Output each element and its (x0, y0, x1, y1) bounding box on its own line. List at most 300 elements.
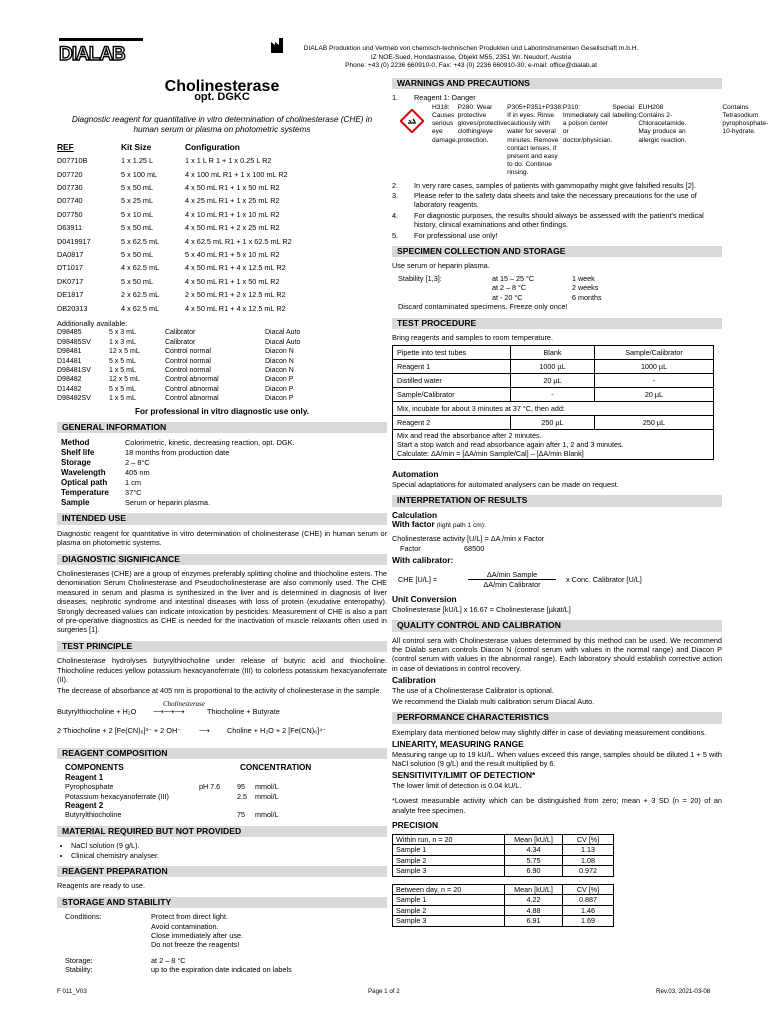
table-header: Within run, n = 20 (393, 834, 505, 845)
kit-row (57, 194, 387, 207)
table-cell: 1 x 1 L R 1 + 1 x 0.25 L R2 (185, 156, 272, 166)
eq-term: 2 Thiocholine + 2 [Fe(CN)₆]³⁻ + 2 OH⁻ (57, 725, 182, 735)
col-header: COMPONENTS (65, 763, 124, 773)
table-cell: 1 x 1.25 L (121, 156, 154, 166)
table-cell: 12 x 5 mL (109, 376, 140, 384)
table-cell: DB20313 (57, 303, 88, 313)
fraction (468, 570, 556, 590)
material-list (57, 841, 387, 860)
table-cell: Diacal Auto (265, 329, 301, 337)
precision-between-table (392, 884, 614, 927)
kit-row (57, 288, 387, 301)
table-cell: 2 – 8°C (125, 457, 150, 467)
table-cell: DT1017 (57, 263, 83, 273)
component-row (65, 792, 279, 801)
table-cell: 4 x 62.5 mL (121, 303, 160, 313)
table-cell: Wavelength (61, 467, 106, 477)
table-cell: Storage (61, 457, 91, 467)
table-cell: Diacon N (265, 366, 294, 374)
warning-item: Please refer to the safety data sheets and take the necessary precautions for the use of laboratory reagents. (414, 191, 697, 210)
table-cell: at 2 – 8 °C (492, 283, 527, 293)
table-cell: Reagent 1 (393, 360, 511, 374)
value: up to the expiration date indicated on labels (151, 965, 292, 975)
general-row (61, 457, 295, 467)
table-cell: 1.69 (563, 916, 614, 927)
section-heading: STORAGE AND STABILITY (57, 897, 387, 908)
precision-within-table (392, 834, 614, 877)
table-cell: Calibrator (165, 338, 196, 346)
automation-heading: Automation (392, 469, 439, 480)
table-cell: Sample/Calibrator (393, 388, 511, 402)
additional-row (57, 347, 357, 356)
enzyme-label: Cholinesterase (163, 699, 205, 708)
table-cell: Control abnormal (165, 395, 219, 403)
table-cell: 5 x 5 mL (109, 357, 136, 365)
general-row (61, 467, 295, 477)
table-cell: Control normal (165, 357, 211, 365)
product-subtitle: opt. DGKC (194, 91, 250, 104)
table-cell: 1 week (572, 273, 595, 283)
kit-row (57, 261, 387, 274)
section-heading: INTERPRETATION OF RESULTS (392, 495, 722, 506)
specimen-text: Use serum or heparin plasma. (392, 261, 490, 271)
product-title: Cholinesterase (164, 78, 280, 95)
table-note: Mix, incubate for about 3 minutes at 37 °C, then add: (393, 402, 714, 416)
kit-row (57, 248, 387, 261)
footer-left: F 011_V03 (57, 988, 87, 995)
table-cell: 5 x 5 mL (109, 385, 136, 393)
additional-row (57, 385, 357, 394)
table-cell: 18 months from production date (125, 447, 230, 457)
calibration-text: The use of a Cholinesterase Calibrator is optional. (392, 685, 554, 695)
factor-row (392, 544, 722, 553)
table-header: Mean [kU/L] (505, 884, 563, 895)
table-cell: Calibrator (165, 329, 196, 337)
product-description: Diagnostic reagent for quantitative in vitro determination of cholinesterase (CHE) in human serum or plasma on photometric systems (71, 114, 373, 134)
arrow-icon: ⟶ (199, 725, 210, 735)
table-cell: 0.887 (563, 895, 614, 906)
table-cell: D98481SV (57, 366, 91, 374)
table-cell: Optical path (61, 477, 108, 487)
kit-row (57, 181, 387, 194)
table-cell: Sample 2 (393, 905, 505, 916)
table-cell: 5 x 25 mL (121, 196, 154, 206)
company-line: Phone: +43 (0) 2236 660910-0, Fax: +43 (0) 2236 660910-30, e-mail: office@dialab.at (345, 62, 597, 70)
section-heading: REAGENT COMPOSITION (57, 748, 387, 759)
general-info-table (61, 437, 295, 507)
hazard-line: P310: Immediately call a poison center or doctor/physician. (562, 103, 613, 144)
table-cell: 1.08 (563, 855, 614, 866)
dialab-logo (57, 34, 145, 64)
additional-row (57, 357, 357, 366)
specimen-stability (398, 274, 722, 302)
procedure-row (393, 360, 714, 374)
performance-text: Exemplary data mentioned below may slightly differ in case of deviating measurement conditions. (392, 727, 707, 737)
table-cell: Diacon P (265, 385, 294, 393)
principle-text: Cholinesterase hydrolyses butyrylthiocholine under release of butyric acid and thiocholine. Thiocholine reduces yellow potassium hexacyanoferrate (III) to colorless potassium hexacyanoferrate (II). (57, 656, 387, 685)
table-cell: 4 x 50 mL R1 + 2 x 25 mL R2 (185, 223, 280, 233)
table-cell: Method (61, 437, 90, 447)
specimen-row (492, 293, 602, 302)
table-cell: mmol/L (255, 782, 279, 792)
procedure-row (393, 374, 714, 388)
table-cell: D07720 (57, 169, 83, 179)
table-cell: 250 µL (595, 416, 714, 430)
table-cell: 95 (237, 782, 245, 792)
table-cell: Sample 1 (393, 895, 505, 906)
additional-row (57, 375, 357, 384)
table-cell: 6.91 (505, 916, 563, 927)
table-cell: 1000 µL (595, 360, 714, 374)
table-cell: 2.5 (237, 791, 247, 801)
table-cell: D98482 (57, 376, 82, 384)
table-cell: mmol/L (255, 791, 279, 801)
table-cell: D14482 (57, 385, 82, 393)
table-cell: Distilled water (393, 374, 511, 388)
unit-heading: Unit Conversion (392, 594, 457, 605)
table-cell: 4 x 50 mL R1 + 1 x 50 mL R2 (185, 276, 280, 286)
table-cell: 5 x 10 mL (121, 209, 154, 219)
table-cell: 1 x 5 mL (109, 366, 136, 374)
table-cell: 1 x 3 mL (109, 338, 136, 346)
table-cell: 6.90 (505, 866, 563, 877)
table-cell: Potassium hexacyanoferrate (III) (65, 791, 169, 801)
specimen-note: Discard contaminated specimens. Freeze only once! (398, 302, 568, 312)
arrow-icon: ⟶⟶⟶ (153, 706, 185, 716)
eq-term: Thiocholine + Butyrate (207, 706, 280, 716)
table-header: Mean [kU/L] (505, 834, 563, 845)
table-cell: pH 7.6 (199, 782, 221, 792)
calibration-text: We recommend the Dialab multi calibration serum Diacal Auto. (392, 697, 595, 707)
table-cell: D14481 (57, 357, 82, 365)
table-cell: mmol/L (255, 810, 279, 820)
quality-text: All control sera with Cholinesterase values determined by this method can be used. We recommend the Dialab serum controls Diacon N (control serum with values in the normal range) and Diacon P (control serum with values in the abnormal range). Each laboratory should establish corrective action in case of deviations in control recovery. (392, 635, 722, 673)
warning-item: For professional use only! (414, 230, 498, 240)
additional-row (57, 328, 357, 337)
value: at 2 – 8 °C (151, 955, 186, 965)
table-cell: 4 x 50 mL R1 + 1 x 50 mL R2 (185, 182, 280, 192)
section-heading: GENERAL INFORMATION (57, 422, 387, 433)
table-cell: 5 x 50 mL (121, 249, 154, 259)
table-cell: D07710B (57, 156, 88, 166)
table-cell: Serum or heparin plasma. (125, 497, 211, 507)
general-row (61, 447, 295, 457)
footer-right: Rev.03, 2021-03-08 (656, 988, 711, 995)
kit-row (57, 208, 387, 221)
hazard-line: P280: Wear protective gloves/protective clothing/eye protection. (457, 103, 508, 144)
table-cell: Control abnormal (165, 376, 219, 384)
additional-row (57, 366, 357, 375)
table-cell: D07730 (57, 182, 83, 192)
calibrator-heading: With calibrator: (392, 555, 454, 566)
additional-row (57, 338, 357, 347)
formula: Cholinesterase activity [U/L] = ΔA /min x Factor (392, 534, 545, 544)
section-heading: MATERIAL REQUIRED BUT NOT PROVIDED (57, 826, 387, 837)
procedure-row (393, 388, 714, 402)
table-header: Sample/Calibrator (595, 346, 714, 360)
company-line: DIALAB Produktion und Vertrieb von chemisch-technischen Produkten und Laborinstrumenten Gesellschaft m.b.H. (303, 45, 639, 52)
table-header: Between day, n = 20 (393, 884, 505, 895)
table-cell (199, 810, 237, 819)
component-row (65, 782, 279, 791)
hazard-line: EUH208 Contains 2-Chloracetamide. May produce an allergic reaction. (638, 103, 687, 144)
label: Storage: (65, 955, 93, 965)
warning-item: In very rare cases, samples of patients with gammopathy might give falsified results [2]. (414, 180, 696, 190)
unit-text: Cholinesterase [kU/L] x 16.67 = Cholinesterase [µkat/L] (392, 604, 571, 614)
table-cell: 4 x 10 mL R1 + 1 x 10 mL R2 (185, 209, 280, 219)
table-cell: Diacal Auto (265, 338, 301, 346)
table-cell: D98485SV (57, 338, 91, 346)
table-row (393, 855, 614, 866)
warning-item: For diagnostic purposes, the results should always be assessed with the patient's medical history, clinical examinations and other findings. (414, 210, 704, 230)
section-heading: DIAGNOSTIC SIGNIFICANCE (57, 554, 387, 565)
table-header: CV [%] (563, 834, 614, 845)
kit-row (57, 221, 387, 234)
table-cell: - (595, 374, 714, 388)
table-header: CV [%] (563, 884, 614, 895)
note-line: Calculate: ΔA/min = [ΔA/min Sample/Cal] – [ΔA/min Blank] (397, 449, 584, 459)
label: Factor (400, 543, 421, 553)
ghs-corrosion-icon (400, 109, 424, 133)
table-cell: 4 x 25 mL R1 + 1 x 25 mL R2 (185, 196, 280, 206)
section-heading: TEST PRINCIPLE (57, 641, 387, 652)
condition: Avoid contamination. (151, 921, 219, 931)
table-cell: 1000 µL (511, 360, 595, 374)
table-cell: Control abnormal (165, 385, 219, 393)
kit-header-ref (57, 143, 121, 154)
label: With factor (392, 519, 435, 529)
table-cell: Sample 3 (393, 866, 505, 877)
table-cell: Control normal (165, 348, 211, 356)
kit-header-config: Configuration (185, 141, 240, 152)
table-header: Blank (511, 346, 595, 360)
table-cell: DA0817 (57, 249, 84, 259)
table-cell: 4 x 50 mL R1 + 4 x 12.5 mL R2 (185, 263, 286, 273)
table-note (393, 430, 714, 460)
kit-row (57, 302, 387, 315)
warnings-list: 1. Reagent 1: Danger H318: Causes serious eye damage. P280: Wear protective gloves/protective clothing/eye protection. P305+P351+P338: If in eyes: Rinse cautiously with water for several minutes. Remove contact lenses, if present and easy to do. Continue rinsing. P310: Immediately call a poison center or doctor/physician. Special labelling: EUH208 Contains 2-Chloracetamide. May produce an allergic reaction. Contains Tetrasodium pyrophosphate-10-hydrate. 2. In very rare cases, samples of patients with gammopathy might give falsified results [2]. 3. Please refer to the safety data sheets and take the necessary precautions for the use of laboratory reagents. 4. For diagnostic purposes, the results should always be assessed with the patient's medical history, clinical examinations and other findings. 5. For professional use only! (392, 93, 768, 240)
table-cell: D0419917 (57, 236, 91, 246)
table-cell: Butyrylthiocholine (65, 810, 122, 820)
table-cell: 75 (237, 810, 245, 820)
table-header-row (393, 834, 614, 845)
reagent1-table (65, 782, 279, 801)
specimen-row (492, 274, 602, 283)
linearity-text: Measuring range up to 19 kU/L. When values exceed this range, samples should be diluted 1 + 5 with NaCl solution (9 g/L) and the result multiplied by 6. (392, 749, 722, 769)
hazard-line: H318: Causes serious eye damage. (432, 103, 458, 144)
table-cell: Reagent 2 (393, 416, 511, 430)
table-row (393, 916, 614, 927)
hazard-line: Contains Tetrasodium pyrophosphate-10-hydrate. (722, 103, 768, 136)
procedure-table (392, 345, 714, 460)
kit-header-size: Kit Size (121, 141, 152, 152)
additional-row (57, 394, 357, 403)
table-cell: Sample 3 (393, 916, 505, 927)
table-cell: Sample 2 (393, 855, 505, 866)
table-cell: D07750 (57, 209, 83, 219)
label: Conditions: (65, 912, 102, 922)
table-cell: 4.88 (505, 905, 563, 916)
table-cell: 5 x 3 mL (109, 329, 136, 337)
table-cell: Diacon N (265, 357, 294, 365)
reagent-label: Reagent 1 (65, 772, 104, 782)
note-line: Start a stop watch and read absorbance again after 1, 2 and 3 minutes. (397, 440, 624, 450)
kit-row (57, 275, 387, 288)
table-cell: 4 x 62.5 mL (121, 263, 160, 273)
table-cell: Sample 1 (393, 845, 505, 856)
label: Stability: (65, 965, 93, 975)
table-cell: 4 x 100 mL R1 + 1 x 100 mL R2 (185, 169, 288, 179)
denominator: ΔA/min Calibrator (483, 579, 541, 589)
warning-item: Reagent 1: Danger (414, 93, 476, 103)
table-header: Pipette into test tubes (393, 346, 511, 360)
table-cell: 5.75 (505, 855, 563, 866)
table-cell: Colorimetric, kinetic, decreasing reaction, opt. DGK. (125, 437, 295, 447)
calibrator-formula (392, 570, 722, 590)
table-cell: 37°C (125, 487, 142, 497)
label: CHE [U/L] = (398, 574, 438, 584)
label: Stability [1,3]: (398, 273, 442, 283)
table-cell: 20 µL (595, 388, 714, 402)
section-heading: TEST PROCEDURE (392, 318, 722, 329)
stability-row (65, 965, 387, 974)
equation-1 (57, 700, 387, 718)
hazard-line: Special labelling: (612, 103, 639, 120)
general-row (61, 477, 295, 487)
table-cell: 250 µL (511, 416, 595, 430)
table-cell: DK0717 (57, 276, 84, 286)
table-cell: 1.13 (563, 845, 614, 856)
table-row (393, 905, 614, 916)
table-row (393, 866, 614, 877)
section-heading: REAGENT PREPARATION (57, 866, 387, 877)
section-heading: INTENDED USE (57, 513, 387, 524)
precision-heading: PRECISION (392, 820, 439, 831)
value: 68500 (464, 543, 485, 553)
additional-table (57, 328, 357, 403)
right-column (392, 76, 768, 927)
preparation-text: Reagents are ready to use. (57, 881, 146, 891)
table-cell: 5 x 50 mL (121, 276, 154, 286)
table-cell: Control normal (165, 366, 211, 374)
ref-label: REF (57, 141, 74, 152)
eq-term: Butyrylthiocholine + H₂O (57, 706, 137, 716)
label: x Conc. Calibrator [U/L] (566, 574, 642, 584)
table-cell: 1 x 5 mL (109, 395, 136, 403)
reagent2-table (65, 810, 279, 819)
table-cell: Diacon N (265, 348, 294, 356)
table-cell: 20 µL (511, 374, 595, 388)
numerator: ΔA/min Sample (468, 570, 556, 580)
eq-term: Choline + H₂O + 2 [Fe(CN)₆]⁴⁻ (227, 725, 327, 735)
significance-text: Cholinesterases (CHE) are a group of enzymes preferably splitting choline and thiocholine esters. The denomination Serum Cholinesterase and Pseudocholinesterase are also commonly used. The CHE measured in serum and plasma is synthesized in the liver and is determined in diagnosis of liver diseases, nephrotic syndrome and intestinal diseases with loss of protein (exudative enteropathy). Strongly decreased values can indicate intoxication by pesticides. Measurement of CHE is also a part of pre-operative diagnostics as CHE is needed for the inactivation of muscle relaxants often used in surgeries [1]. (57, 569, 387, 635)
section-heading: QUALITY CONTROL AND CALIBRATION (392, 620, 722, 631)
general-row (61, 437, 295, 447)
professional-note: For professional in vitro diagnostic use only. (134, 406, 310, 416)
list-item: • NaCl solution (9 g/L). (71, 841, 387, 850)
factor-heading (392, 520, 722, 530)
label: (light path 1 cm): (436, 521, 486, 529)
table-cell: 405 nm (125, 467, 150, 477)
general-row (61, 487, 295, 497)
table-cell: 0.972 (563, 866, 614, 877)
table-cell: D98485 (57, 329, 82, 337)
left-column (57, 80, 387, 975)
calc-heading: Calculation (392, 509, 438, 520)
table-cell: 2 x 62.5 mL (121, 290, 160, 300)
table-cell: 4.22 (505, 895, 563, 906)
company-address (236, 45, 706, 71)
storage-conditions (65, 912, 387, 950)
kit-row (57, 235, 387, 248)
table-row (393, 845, 614, 856)
svg-text:DIALAB: DIALAB (59, 44, 125, 64)
principle-text: The decrease of absorbance at 405 nm is proportional to the activity of cholinesterase in the sample. (57, 686, 382, 696)
storage-row (65, 956, 387, 965)
specimen-stability-table (492, 274, 602, 302)
sensitivity-note: *Lowest measurable activity which can be distinguished from zero; mean + 3 SD (n = 20) of an analyte free specimen. (392, 796, 722, 815)
equation-2 (57, 726, 387, 742)
condition: Do not freeze the reagents! (151, 940, 240, 950)
footer-center: Page 1 of 2 (368, 988, 400, 995)
specimen-row (492, 283, 602, 292)
table-cell: 2 weeks (572, 283, 599, 293)
intended-text: Diagnostic reagent for quantitative in vitro determination of cholinesterase (CHE) in human serum or plasma on photometric systems. (57, 528, 387, 548)
hazard-line: P305+P351+P338: If in eyes: Rinse cautiously with water for several minutes. Remove contact lenses, if present and easy to do. Continue rinsing. (507, 103, 563, 177)
table-cell: 4.34 (505, 845, 563, 856)
sensitivity-heading: SENSITIVITY/LIMIT OF DETECTION* (392, 770, 536, 781)
table-cell: 2 x 50 mL R1 + 2 x 12.5 mL R2 (185, 290, 286, 300)
company-line: IZ NOE-Sued, Hondastrasse, Objekt M55, 2351 Wr. Neudorf, Austria (370, 53, 572, 61)
table-cell: 5 x 40 mL R1 + 5 x 10 mL R2 (185, 249, 280, 259)
procedure-intro: Bring reagents and samples to room temperature. (392, 332, 554, 342)
table-cell: D98481 (57, 348, 82, 356)
section-heading: PERFORMANCE CHARACTERISTICS (392, 712, 722, 723)
table-cell: 4 x 62.5 mL R1 + 1 x 62.5 mL R2 (185, 236, 292, 246)
composition-header (65, 763, 387, 772)
table-cell: 4 x 50 mL R1 + 4 x 12.5 mL R2 (185, 303, 286, 313)
table-cell: 5 x 50 mL (121, 223, 154, 233)
kit-row (57, 168, 387, 181)
list-item: • Clinical chemistry analyser. (71, 851, 387, 860)
table-cell: 6 months (572, 292, 602, 302)
kit-row (57, 154, 387, 167)
additional-label: Additionally available: (57, 318, 128, 328)
table-cell: Sample (61, 497, 90, 507)
table-cell: Temperature (61, 487, 109, 497)
section-heading: SPECIMEN COLLECTION AND STORAGE (392, 246, 722, 257)
table-row (393, 895, 614, 906)
kit-table (57, 143, 387, 315)
table-cell: 12 x 5 mL (109, 348, 140, 356)
table-cell: Diacon P (265, 395, 294, 403)
table-cell: 1 cm (125, 477, 142, 487)
sensitivity-text: The lower limit of detection is 0.04 kU/L. (392, 780, 522, 790)
table-cell: Diacon P (265, 376, 294, 384)
calibration-heading: Calibration (392, 675, 436, 686)
table-cell: DE1817 (57, 290, 84, 300)
table-cell: 5 x 100 mL (121, 169, 158, 179)
section-heading: WARNINGS AND PRECAUTIONS (392, 78, 722, 89)
table-cell: D07740 (57, 196, 83, 206)
component-row (65, 810, 279, 819)
table-cell: 1.46 (563, 905, 614, 916)
table-cell: 5 x 50 mL (121, 182, 154, 192)
automation-text: Special adaptations for automated analysers can be made on request. (392, 479, 619, 489)
table-cell: D98482SV (57, 395, 91, 403)
table-cell: - (511, 388, 595, 402)
condition: Close immediately after use. (151, 930, 244, 940)
